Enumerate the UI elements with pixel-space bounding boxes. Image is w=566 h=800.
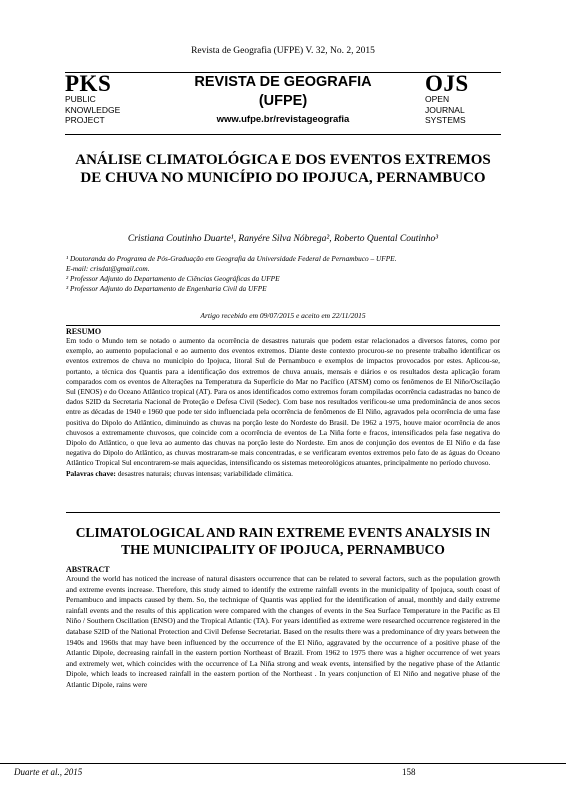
- affiliation-3: ³ Professor Adjunto do Departamento de Engenharia Civil da UFPE: [66, 284, 267, 293]
- journal-title: [165, 73, 401, 111]
- ojs-logo: OJS: [425, 71, 469, 96]
- keywords-label: Palavras chave:: [66, 468, 116, 478]
- abstract-heading: ABSTRACT: [66, 565, 110, 574]
- pkp-line: PROJECT: [65, 115, 105, 125]
- masthead-bottom-rule: [65, 134, 501, 135]
- footer-rule: [0, 763, 566, 764]
- affiliations: [66, 254, 500, 294]
- pkp-logo-text: [65, 94, 120, 126]
- running-head: Revista de Geografia (UFPE) V. 32, No. 2, 2015: [191, 46, 375, 56]
- pkp-logo: PKS: [65, 71, 112, 96]
- ojs-line: OPEN: [425, 94, 450, 104]
- resumo-section: [66, 325, 500, 513]
- article-title-en: CLIMATOLOGICAL AND RAIN EXTREME EVENTS ANALYSIS IN THE MUNICIPALITY OF IPOJUCA, PERNAMBUCO: [75, 525, 491, 557]
- page-number: 158: [402, 767, 416, 777]
- authors: Cristiana Coutinho Duarte¹, Ranyére Silva Nóbrega², Roberto Quental Coutinho³: [127, 234, 439, 244]
- affiliation-2: ² Professor Adjunto do Departamento de Ciências Geográficas da UFPE: [66, 274, 280, 283]
- abstract-section: [66, 565, 500, 691]
- received-accepted-dates: Artigo recebido em 09/07/2015 e aceito em 22/11/2015: [200, 311, 366, 320]
- pkp-line: PUBLIC: [65, 94, 96, 104]
- resumo-heading: RESUMO: [66, 327, 102, 336]
- journal-url[interactable]: www.ufpe.br/revistageografia: [216, 114, 350, 125]
- ojs-line: SYSTEMS: [425, 115, 466, 125]
- article-title-pt: ANÁLISE CLIMATOLÓGICA E DOS EVENTOS EXTREMOS DE CHUVA NO MUNICÍPIO DO IPOJUCA, PERNAMBUCO: [75, 152, 491, 186]
- resumo-body: Em todo o Mundo tem se notado o aumento da ocorrência de desastres naturais que podem estar relacionados a diversos fatores, como por exemplo, ao aumento populacional e ao aumento dos eventos extremos. Diante deste contexto procurou-se no presente trabalho identificar os eventos extremos de chuva no município do Ipojuca, litoral Sul de Pernambuco e exemplos de impactos provocados por estes. Aplicou-se, portanto, a técnica dos Quantis para a identificação dos extremos de chuva anuais, mensais e diários e os resultados desta aplicação foram comparados com os eventos de Alterações na Temperatura da Superfície do Mar no Pacífico (ATSM) como os fenômenos de El Niño/Oscilação Sul (ENOS) e do Oceano Atlântico tropical (AT). Para os anos identificados como extremos foram compiladas ocorrência cadastradas no banco de dados S2ID da Secretaria Nacional de Proteção e Defesa Civil (Sedec). Com base nos resultados verificou-se uma predominância de anos secos entre as décadas de 1940 e 1960 que pode ter sido influenciada pela ocorrência de fenômenos de El Niño, agravados pela ocorrência de uma fase positiva do Dipolo do Atlântico, diminuindo as chuvas na porção leste do Nordeste do Brasil. De 1962 a 1975, houve maior ocorrência de anos chuvosos a extremamente chuvosos, que coincide com a ocorrência de eventos de La Niña forte e fracos, intensificados pela fase negativa do Dipolo do Atlântico, o que leva ao aumento das chuvas na porção leste do Nordeste. Em anos de conjunção dos eventos de El Niño e da fase negativa do Dipolo do Atlântico, as chuvas mostraram-se mais concentradas, e se verificaram eventos extremos pelo fato de as águas do Oceano Atlântico Tropical Sul encontrarem-se mais aquecidas, intensificando os sistemas meteorológicos atuantes, principalmente no período chuvoso.: [66, 336, 500, 468]
- author-email: E-mail: crisdat@gmail.com.: [66, 264, 150, 273]
- ojs-line: JOURNAL: [425, 104, 465, 115]
- journal-masthead: [65, 72, 501, 134]
- pkp-line: KNOWLEDGE: [65, 104, 121, 115]
- abstract-body: Around the world has noticed the increase of natural disasters occurrence that can be related to several factors, such as the population growth and extreme events increase. Therefore, this study aimed to identify the extreme rainfall events in the municipality of Ipojuca, south coast of Pernambuco and impacts caused by them. So, the technique of Quantis was applied for the identification of anual, monthly and daily extreme rainfall events and the results of this application were compared with the changes of events in the Sea Surface Temperature in the Pacific as El Niño / Southern Oscillation (ENSO) and the Tropical Atlantic (TA). For years identified as extreme were researched occurrence registered in the database S2ID of the National Protection and Civil Defense Secretariat. Based on the results there was a predominance of dry years between the 1940s and 1960s that may have been influenced by the occurrence of the El Niño, aggravated by the occurrence of a positive phase of the Atlantic Dipole, decreasing rainfall in the eastern portion Northeast of Brazil. From 1962 to 1975 there was a higher occurrence of wet years and extremely wet, which coincides with the occurrence of La Niña strong and weak events, intensified by the negative phase of the Atlantic Dipole, which leads to increased rainfall in the eastern portion of the Northeast . In years conjunction of El Niño and negative phase of the Atlantic Dipole, rains were: [66, 574, 500, 689]
- affiliation-1: ¹ Doutoranda do Programa de Pós-Graduação em Geografia da Universidade Federal de Pernambuco – UFPE.: [66, 254, 397, 263]
- ojs-logo-text: [425, 94, 466, 126]
- journal-title-line-2: (UFPE): [258, 93, 308, 109]
- keywords: desastres naturais; chuvas intensas; variabilidade climática.: [115, 468, 293, 478]
- keywords-line: [66, 469, 500, 479]
- journal-title-line-1: REVISTA DE GEOGRAFIA: [194, 74, 372, 90]
- footer-citation: Duarte et al., 2015: [14, 767, 83, 777]
